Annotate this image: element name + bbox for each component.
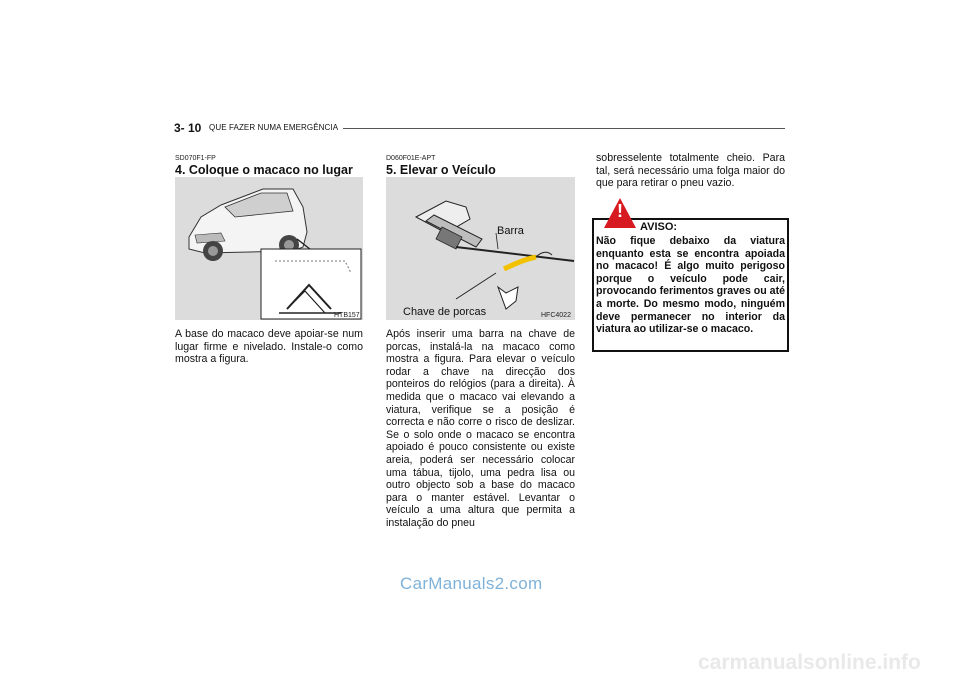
section-code-1: SD070F1-FP: [175, 155, 216, 162]
section-code-2: D060F01E-APT: [386, 155, 436, 162]
label-bar: Barra: [497, 225, 524, 237]
body-text-2: Após inserir uma barra na chave de porcas, instalá-la na macaco como mostra a figura. Para elevar o veículo rodar a chave na direcção dos ponteiros do relógios (para a direita). À medida que o macaco vai elevando a viatura, verifique se a posição é correcta e não corre o risco de deslizar. Se o solo onde o macaco se encontra apoiado é pouco consistente ou existe areia, poderá ser necessário colocar uma tábua, tijolo, uma pedra lisa ou outro objecto sob a base do macaco para o manter estável. Levantar o veículo a uma altura que permita a instalação do pneu: [386, 328, 575, 529]
label-wrench: Chave de porcas: [403, 306, 487, 318]
figure-jack-wrench: [386, 177, 575, 320]
section-title: QUE FAZER NUMA EMERGÊNCIA: [209, 123, 339, 132]
section-heading-2: 5. Elevar o Veículo: [386, 163, 496, 177]
page-number: 3- 10: [174, 121, 202, 135]
warning-icon-glyph: !: [617, 201, 623, 221]
section-heading-1: 4. Coloque o macaco no lugar: [175, 163, 353, 177]
car-jack-illustration: [175, 177, 363, 320]
header-rule: [343, 128, 785, 129]
body-text-3: sobresselente totalmente cheio. Para tal, será necessário uma folga maior do que para retirar o pneu vazio.: [596, 152, 785, 190]
body-text-1: A base do macaco deve apoiar-se num lugar firme e nivelado. Instale-o como mostra a figura.: [175, 328, 363, 366]
jack-wrench-illustration: [386, 177, 575, 320]
footer-brand: carmanualsonline.info: [698, 651, 921, 674]
watermark: CarManuals2.com: [400, 574, 543, 593]
figure-code-2: HFC4022: [541, 312, 571, 319]
warning-title: AVISO:: [640, 221, 678, 233]
figure-car-jack: [175, 177, 363, 320]
warning-text: Não fique debaixo da viatura enquanto esta se encontra apoiada no macaco! É algo muito perigoso porque o veículo pode cair, provocando ferimentos graves ou até a morte. Do mesmo modo, ninguém deve permanecer no interior da viatura ao utilizar-se o macaco.: [596, 235, 785, 336]
figure-code-1: HTB157: [334, 312, 360, 319]
